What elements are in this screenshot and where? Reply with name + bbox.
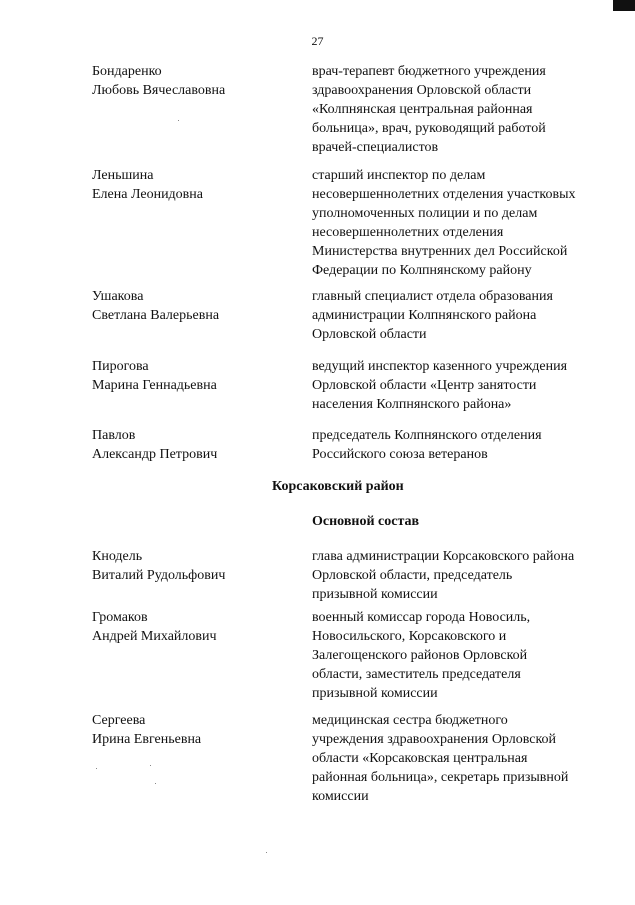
- role-line: Залегощенского районов Орловской: [312, 648, 528, 663]
- member-role: [312, 287, 612, 344]
- member-name: [92, 287, 292, 325]
- member-name: [92, 357, 292, 395]
- role-line: врачей-специалистов: [312, 140, 439, 155]
- role-line: несовершеннолетних отделения: [312, 225, 504, 240]
- role-line: Федерации по Колпнянскому району: [312, 263, 532, 278]
- role-line: Российского союза ветеранов: [312, 447, 488, 462]
- member-given-names: Виталий Рудольфович: [92, 568, 226, 583]
- role-line: военный комиссар города Новосиль,: [312, 610, 531, 625]
- scan-speck: [155, 783, 156, 784]
- member-name: [92, 426, 292, 464]
- member-name: [92, 711, 292, 749]
- member-given-names: Любовь Вячеславовна: [92, 83, 226, 98]
- composition-heading: Основной состав: [312, 514, 420, 529]
- member-surname: Бондаренко: [92, 64, 162, 79]
- member-surname: Пирогова: [92, 359, 149, 374]
- role-line: учреждения здравоохранения Орловской: [312, 732, 557, 747]
- member-given-names: Андрей Михайлович: [92, 629, 217, 644]
- role-line: призывной комиссии: [312, 686, 438, 701]
- member-surname: Кнодель: [92, 549, 143, 564]
- scan-speck: [178, 120, 179, 121]
- member-name: [92, 166, 292, 204]
- role-line: Новосильского, Корсаковского и: [312, 629, 507, 644]
- role-line: призывной комиссии: [312, 587, 438, 602]
- role-line: здравоохранения Орловской области: [312, 83, 532, 98]
- member-given-names: Александр Петрович: [92, 447, 218, 462]
- role-line: Министерства внутренних дел Российской: [312, 244, 568, 259]
- role-line: врач-терапевт бюджетного учреждения: [312, 64, 546, 79]
- role-line: ведущий инспектор казенного учреждения: [312, 359, 568, 374]
- scan-speck: [266, 852, 267, 853]
- scan-speck: [150, 765, 151, 766]
- member-role: [312, 608, 612, 703]
- member-surname: Павлов: [92, 428, 136, 443]
- role-line: старший инспектор по делам: [312, 168, 486, 183]
- role-line: Орловской области «Центр занятости: [312, 378, 537, 393]
- role-line: глава администрации Корсаковского района: [312, 549, 575, 564]
- member-name: [92, 62, 292, 100]
- role-line: «Колпнянская центральная районная: [312, 102, 533, 117]
- member-role: [312, 166, 612, 280]
- role-line: несовершеннолетних отделения участковых: [312, 187, 576, 202]
- member-given-names: Светлана Валерьевна: [92, 308, 220, 323]
- role-line: комиссии: [312, 789, 369, 804]
- member-surname: Громаков: [92, 610, 148, 625]
- role-line: медицинская сестра бюджетного: [312, 713, 508, 728]
- role-line: больница», врач, руководящий работой: [312, 121, 546, 136]
- member-name: [92, 547, 292, 585]
- member-role: [312, 711, 612, 806]
- member-given-names: Марина Геннадьевна: [92, 378, 217, 393]
- member-name: [92, 608, 292, 646]
- member-given-names: Елена Леонидовна: [92, 187, 203, 202]
- role-line: Орловской области: [312, 327, 427, 342]
- member-role: [312, 547, 612, 604]
- district-heading: Корсаковский район: [272, 479, 404, 494]
- role-line: председатель Колпнянского отделения: [312, 428, 542, 443]
- role-line: области, заместитель председателя: [312, 667, 521, 682]
- member-role: [312, 426, 612, 464]
- member-role: [312, 357, 612, 414]
- role-line: главный специалист отдела образования: [312, 289, 553, 304]
- role-line: населения Колпнянского района»: [312, 397, 512, 412]
- role-line: районная больница», секретарь призывной: [312, 770, 569, 785]
- member-given-names: Ирина Евгеньевна: [92, 732, 202, 747]
- role-line: уполномоченных полиции и по делам: [312, 206, 538, 221]
- member-surname: Сергеева: [92, 713, 146, 728]
- member-surname: Леньшина: [92, 168, 154, 183]
- scan-edge-mark: [613, 0, 635, 11]
- member-surname: Ушакова: [92, 289, 144, 304]
- member-role: [312, 62, 612, 157]
- role-line: области «Корсаковская центральная: [312, 751, 528, 766]
- page-number: 27: [311, 34, 324, 48]
- role-line: администрации Колпнянского района: [312, 308, 537, 323]
- scan-speck: [96, 768, 97, 769]
- role-line: Орловской области, председатель: [312, 568, 513, 583]
